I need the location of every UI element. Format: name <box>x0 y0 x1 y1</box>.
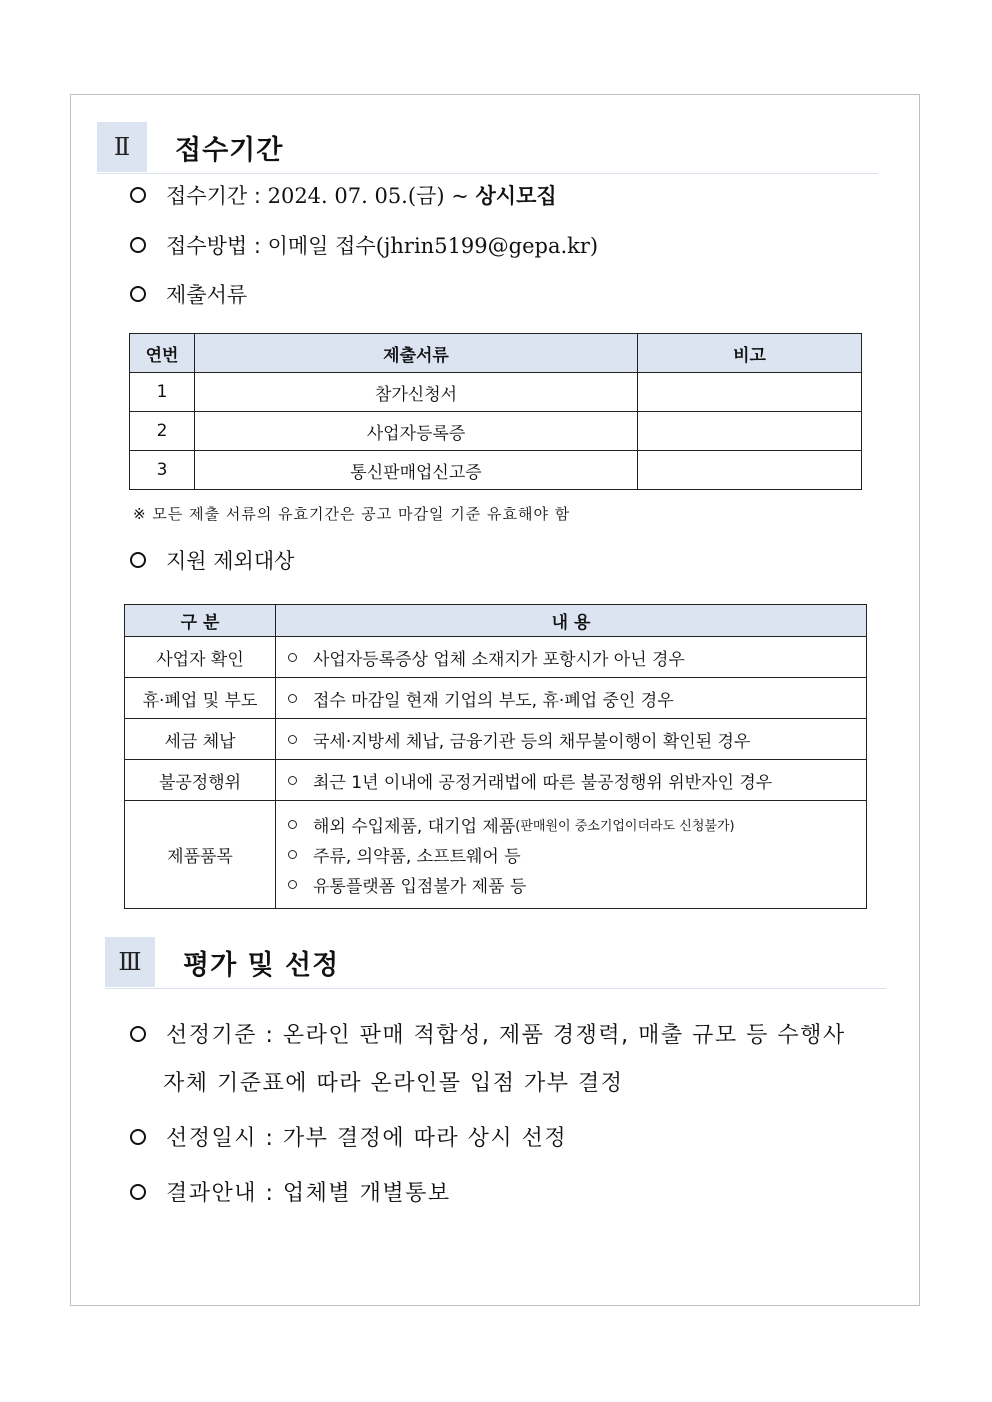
exclusion-content-cell <box>276 719 867 760</box>
docs-cell-no: 2 <box>130 412 195 451</box>
criteria-line-2: 자체 기준표에 따라 온라인몰 입점 가부 결정 <box>163 1071 624 1096</box>
small-circle-icon <box>288 694 297 703</box>
result-notice: 결과안내 : 업체별 개별통보 <box>166 1181 451 1206</box>
docs-label: 제출서류 <box>166 283 248 307</box>
section-header-2 <box>97 121 878 174</box>
circle-bullet-icon <box>130 1129 146 1145</box>
docs-header-no: 연번 <box>130 334 195 373</box>
docs-cell-note <box>638 451 862 490</box>
method-label: 접수방법 : <box>166 234 261 258</box>
circle-bullet-icon <box>130 1026 146 1042</box>
exclusion-content-cell <box>276 801 867 909</box>
bullet-period <box>130 180 557 210</box>
product-line-3: 유통플랫폼 입점불가 제품 등 <box>313 877 527 897</box>
table-row <box>125 637 867 678</box>
docs-cell-note <box>638 373 862 412</box>
table-row <box>125 719 867 760</box>
exclusion-content: 최근 1년 이내에 공정거래법에 따른 불공정행위 위반자인 경우 <box>313 772 773 793</box>
exclusion-category: 사업자 확인 <box>125 637 276 678</box>
docs-cell-no: 3 <box>130 451 195 490</box>
period-value: 2024. 07. 05.(금) ~ <box>267 184 469 208</box>
small-circle-icon <box>288 735 297 744</box>
docs-cell-name: 참가신청서 <box>195 373 638 412</box>
docs-header-name: 제출서류 <box>195 334 638 373</box>
exclusion-content-cell <box>276 678 867 719</box>
docs-cell-name: 통신판매업신고증 <box>195 451 638 490</box>
exclusion-content: 국세·지방세 체납, 금융기관 등의 채무불이행이 확인된 경우 <box>313 731 751 752</box>
circle-bullet-icon <box>130 1184 146 1200</box>
exclusion-category: 세금 체납 <box>125 719 276 760</box>
section-title-3: 평가 및 선정 <box>183 949 340 981</box>
small-circle-icon <box>288 820 297 829</box>
exclusion-content: 사업자등록증상 업체 소재지가 포항시가 아닌 경우 <box>313 649 685 670</box>
small-circle-icon <box>288 776 297 785</box>
product-line-1-note: (판매원이 중소기업이더라도 신청불가) <box>515 819 735 834</box>
exclusion-content-cell <box>276 760 867 801</box>
table-row <box>125 760 867 801</box>
docs-cell-name: 사업자등록증 <box>195 412 638 451</box>
table-row <box>125 801 867 909</box>
bullet-date <box>130 1121 567 1152</box>
bullet-method <box>130 230 598 260</box>
table-row <box>130 373 862 412</box>
exclusion-category: 제품품목 <box>125 801 276 909</box>
period-label: 접수기간 : <box>166 184 261 208</box>
circle-bullet-icon <box>130 552 146 568</box>
section-number-2: Ⅱ <box>97 122 147 172</box>
exclusion-category: 불공정행위 <box>125 760 276 801</box>
bullet-criteria <box>130 1018 846 1049</box>
small-circle-icon <box>288 653 297 662</box>
exclusion-table <box>124 604 867 909</box>
small-circle-icon <box>288 850 297 859</box>
exclusion-content: 접수 마감일 현재 기업의 부도, 휴·폐업 중인 경우 <box>313 690 674 711</box>
docs-cell-no: 1 <box>130 373 195 412</box>
criteria-line-1: 선정기준 : 온라인 판매 적합성, 제품 경쟁력, 매출 규모 등 수행사 <box>166 1023 846 1048</box>
docs-cell-note <box>638 412 862 451</box>
product-line-1: 해외 수입제품, 대기업 제품 <box>313 817 516 837</box>
criteria-continuation <box>163 1066 624 1097</box>
circle-bullet-icon <box>130 237 146 253</box>
bullet-result <box>130 1176 451 1207</box>
docs-table <box>129 333 862 490</box>
method-value: 이메일 접수(jhrin5199@gepa.kr) <box>267 234 599 258</box>
section-title-2: 접수기간 <box>175 134 284 166</box>
exclusion-header-content: 내 용 <box>276 605 867 637</box>
small-circle-icon <box>288 880 297 889</box>
exclusion-content-cell <box>276 637 867 678</box>
period-bold: 상시모집 <box>475 184 557 208</box>
section-number-3: Ⅲ <box>105 937 155 987</box>
exclusion-header-category: 구 분 <box>125 605 276 637</box>
section-header-3 <box>105 936 886 989</box>
table-row <box>130 451 862 490</box>
docs-header-note: 비고 <box>638 334 862 373</box>
circle-bullet-icon <box>130 187 146 203</box>
circle-bullet-icon <box>130 286 146 302</box>
table-row <box>130 412 862 451</box>
product-line-2: 주류, 의약품, 소프트웨어 등 <box>313 847 521 867</box>
bullet-docs <box>130 279 247 309</box>
table-row <box>125 678 867 719</box>
exclusion-label: 지원 제외대상 <box>166 549 295 573</box>
exclusion-category: 휴·폐업 및 부도 <box>125 678 276 719</box>
bullet-exclusion <box>130 545 294 575</box>
docs-note: ※ 모든 제출 서류의 유효기간은 공고 마감일 기준 유효해야 함 <box>133 505 571 523</box>
selection-date: 선정일시 : 가부 결정에 따라 상시 선정 <box>166 1126 568 1151</box>
